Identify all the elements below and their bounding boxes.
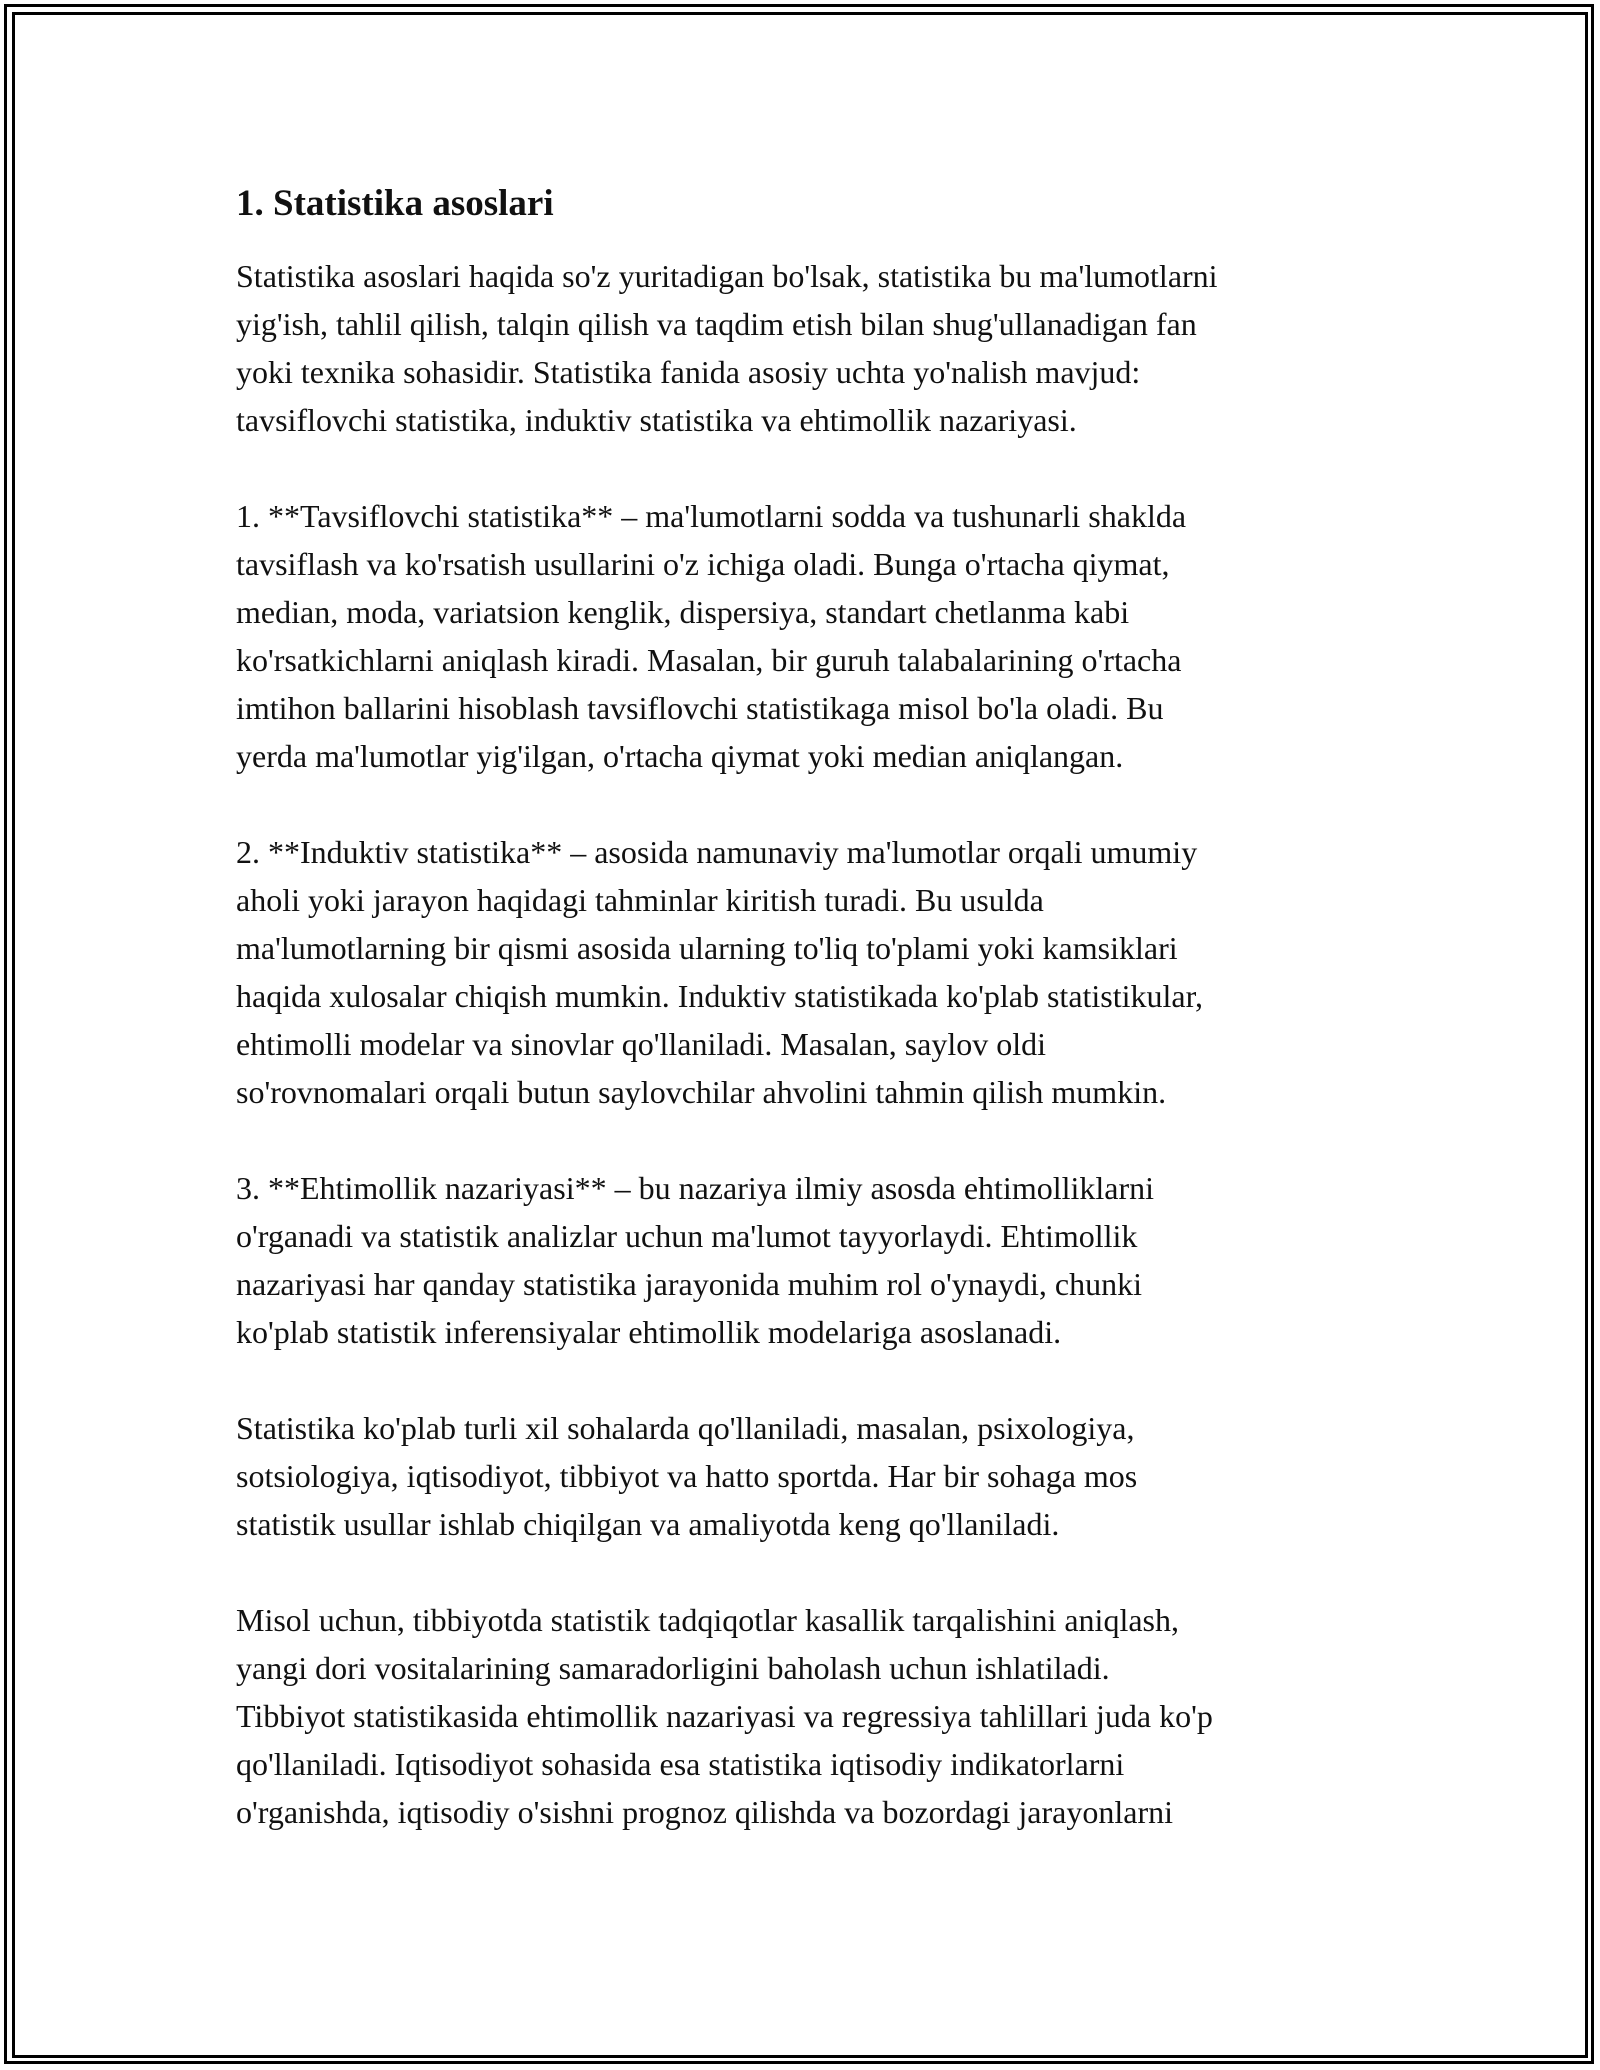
text-line: statistik usullar ishlab chiqilgan va amaliyotda keng qo'llaniladi. [236,1506,1060,1542]
text-line: yangi dori vositalarining samaradorligini baholash uchun ishlatiladi. [236,1650,1110,1686]
paragraph-descriptive-statistics [236,492,1386,780]
text-line: Tibbiyot statistikasida ehtimollik nazariyasi va regressiya tahlillari juda ko'p [236,1698,1213,1734]
text-line: qo'llaniladi. Iqtisodiyot sohasida esa statistika iqtisodiy indikatorlarni [236,1746,1125,1782]
text-line: yig'ish, tahlil qilish, talqin qilish va taqdim etish bilan shug'ullanadigan fan [236,306,1197,342]
document-body [236,180,1386,1836]
text-line: aholi yoki jarayon haqidagi tahminlar kiritish turadi. Bu usulda [236,882,1044,918]
text-line: ko'rsatkichlarni aniqlash kiradi. Masalan, bir guruh talabalarining o'rtacha [236,642,1182,678]
text-line: haqida xulosalar chiqish mumkin. Induktiv statistikada ko'plab statistikular, [236,978,1203,1014]
text-line: yerda ma'lumotlar yig'ilgan, o'rtacha qiymat yoki median aniqlangan. [236,738,1124,774]
section-heading: 1. Statistika asoslari [236,183,554,224]
text-line: tavsiflovchi statistika, induktiv statistika va ehtimollik nazariyasi. [236,402,1077,438]
text-line: ehtimolli modelar va sinovlar qo'llaniladi. Masalan, saylov oldi [236,1026,1047,1062]
text-line: Statistika ko'plab turli xil sohalarda qo'llaniladi, masalan, psixologiya, [236,1410,1135,1446]
text-line: nazariyasi har qanday statistika jarayonida muhim rol o'ynaydi, chunki [236,1266,1142,1302]
paragraph-probability-theory [236,1164,1386,1356]
text-line: 2. **Induktiv statistika** – asosida namunaviy ma'lumotlar orqali umumiy [236,834,1198,870]
paragraph-intro [236,252,1386,444]
paragraph-applications [236,1404,1386,1548]
text-line: o'rganishda, iqtisodiy o'sishni prognoz qilishda va bozordagi jarayonlarni [236,1794,1173,1830]
text-line: ko'plab statistik inferensiyalar ehtimollik modelariga asoslanadi. [236,1314,1062,1350]
text-line: so'rovnomalari orqali butun saylovchilar ahvolini tahmin qilish mumkin. [236,1074,1167,1110]
text-line: 1. **Tavsiflovchi statistika** – ma'lumotlarni sodda va tushunarli shaklda [236,498,1187,534]
text-line: Statistika asoslari haqida so'z yuritadigan bo'lsak, statistika bu ma'lumotlarni [236,258,1218,294]
text-line: o'rganadi va statistik analizlar uchun ma'lumot tayyorlaydi. Ehtimollik [236,1218,1138,1254]
text-line: 3. **Ehtimollik nazariyasi** – bu nazariya ilmiy asosda ehtimolliklarni [236,1170,1155,1206]
text-line: ma'lumotlarning bir qismi asosida ularning to'liq to'plami yoki kamsiklari [236,930,1178,966]
text-line: tavsiflash va ko'rsatish usullarini o'z ichiga oladi. Bunga o'rtacha qiymat, [236,546,1170,582]
paragraph-inductive-statistics [236,828,1386,1116]
text-line: yoki texnika sohasidir. Statistika fanida asosiy uchta yo'nalish mavjud: [236,354,1141,390]
text-line: Misol uchun, tibbiyotda statistik tadqiqotlar kasallik tarqalishini aniqlash, [236,1602,1179,1638]
text-line: imtihon ballarini hisoblash tavsiflovchi statistikaga misol bo'la oladi. Bu [236,690,1164,726]
text-line: sotsiologiya, iqtisodiyot, tibbiyot va hatto sportda. Har bir sohaga mos [236,1458,1138,1494]
paragraph-examples [236,1596,1386,1836]
text-line: median, moda, variatsion kenglik, dispersiya, standart chetlanma kabi [236,594,1130,630]
